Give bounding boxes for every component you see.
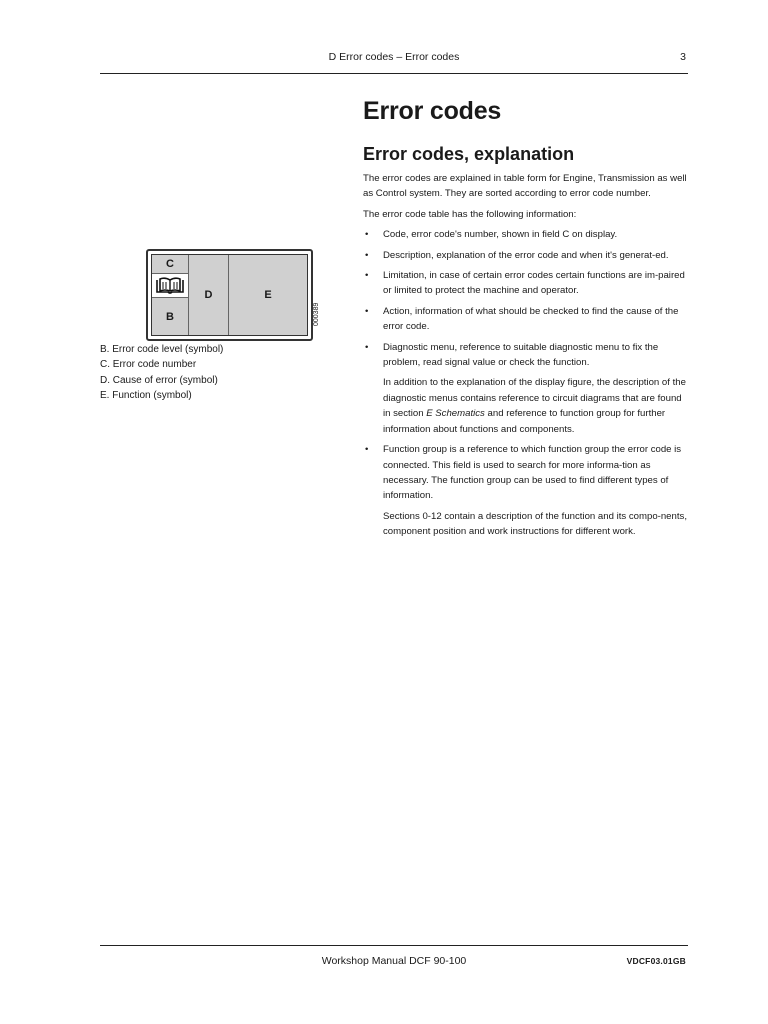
intro-paragraph: The error code table has the following information: bbox=[363, 208, 577, 220]
running-header-title: D Error codes – Error codes bbox=[328, 51, 460, 63]
legend-item: C. Error code number bbox=[100, 359, 197, 371]
list-item: • Code, error code's number, shown in field C on display. bbox=[363, 227, 688, 242]
display-frame bbox=[151, 254, 308, 336]
list-item: • Diagnostic menu, reference to suitable diagnostic menu to fix the problem, read signal value or check the function. In addition to the explanation of the display figure, the description of the diagnostic menus contains reference to circuit diagrams that are found in section E Schematics and reference to function group for further information about functions and components. bbox=[363, 340, 688, 437]
body-text bbox=[363, 171, 688, 545]
list-item: • Function group is a reference to which function group the error code is connected. This field is used to search for more informa-tion as necessary. The function group can be used to find different types of information. Sections 0-12 contain a description of the function and its compo-nents, component position and work instructions for different work. bbox=[363, 442, 688, 539]
bullet-icon: • bbox=[365, 229, 369, 241]
intro-paragraph: The error codes are explained in table form for Engine, Transmission as well as Control system. They are sorted according to error code number. bbox=[363, 173, 687, 200]
figure-id: 000389 bbox=[313, 302, 320, 326]
legend-item: B. Error code level (symbol) bbox=[100, 344, 224, 355]
book-icon bbox=[155, 277, 185, 295]
field-e: E bbox=[229, 255, 307, 335]
list-item-note: Sections 0-12 contain a description of the function and its compo-nents, component position and work instructions for different work. bbox=[383, 510, 687, 538]
field-icon bbox=[152, 274, 189, 298]
list-item: • Description, explanation of the error code and when it's generat-ed. bbox=[363, 248, 688, 263]
bullet-icon: • bbox=[365, 444, 369, 456]
bullet-icon: • bbox=[365, 341, 369, 353]
list-item: • Limitation, in case of certain error codes certain functions are im-paired or limited to protect the machine and operator. bbox=[365, 270, 685, 297]
section-title: Error codes, explanation bbox=[363, 144, 575, 164]
page-title: Error codes bbox=[363, 97, 502, 125]
bullet-icon: • bbox=[365, 270, 369, 282]
legend-item: D. Cause of error (symbol) bbox=[100, 374, 218, 386]
footer-title: Workshop Manual DCF 90-100 bbox=[321, 955, 467, 967]
document-code: VDCF03.01GB bbox=[626, 956, 686, 966]
section-reference: E Schematics bbox=[426, 408, 485, 420]
bullet-icon: • bbox=[365, 305, 369, 317]
page-number: 3 bbox=[680, 51, 686, 63]
legend-item: E. Function (symbol) bbox=[100, 390, 192, 402]
footer-rule bbox=[100, 945, 688, 946]
bullet-icon: • bbox=[365, 249, 369, 261]
header-rule bbox=[100, 73, 688, 74]
field-b: B bbox=[152, 298, 189, 335]
display-figure bbox=[146, 249, 313, 341]
figure-legend bbox=[100, 342, 223, 404]
list-item: • Action, information of what should be checked to find the cause of the error code. bbox=[365, 305, 679, 333]
info-list bbox=[363, 227, 688, 539]
field-d: D bbox=[189, 255, 229, 335]
field-c: C bbox=[152, 255, 189, 274]
list-item-note: In addition to the explanation of the display figure, the description of the diagnostic menus contains reference to circuit diagrams that are found in section E Schematics and reference to function group for further information about functions and components. bbox=[383, 377, 686, 435]
